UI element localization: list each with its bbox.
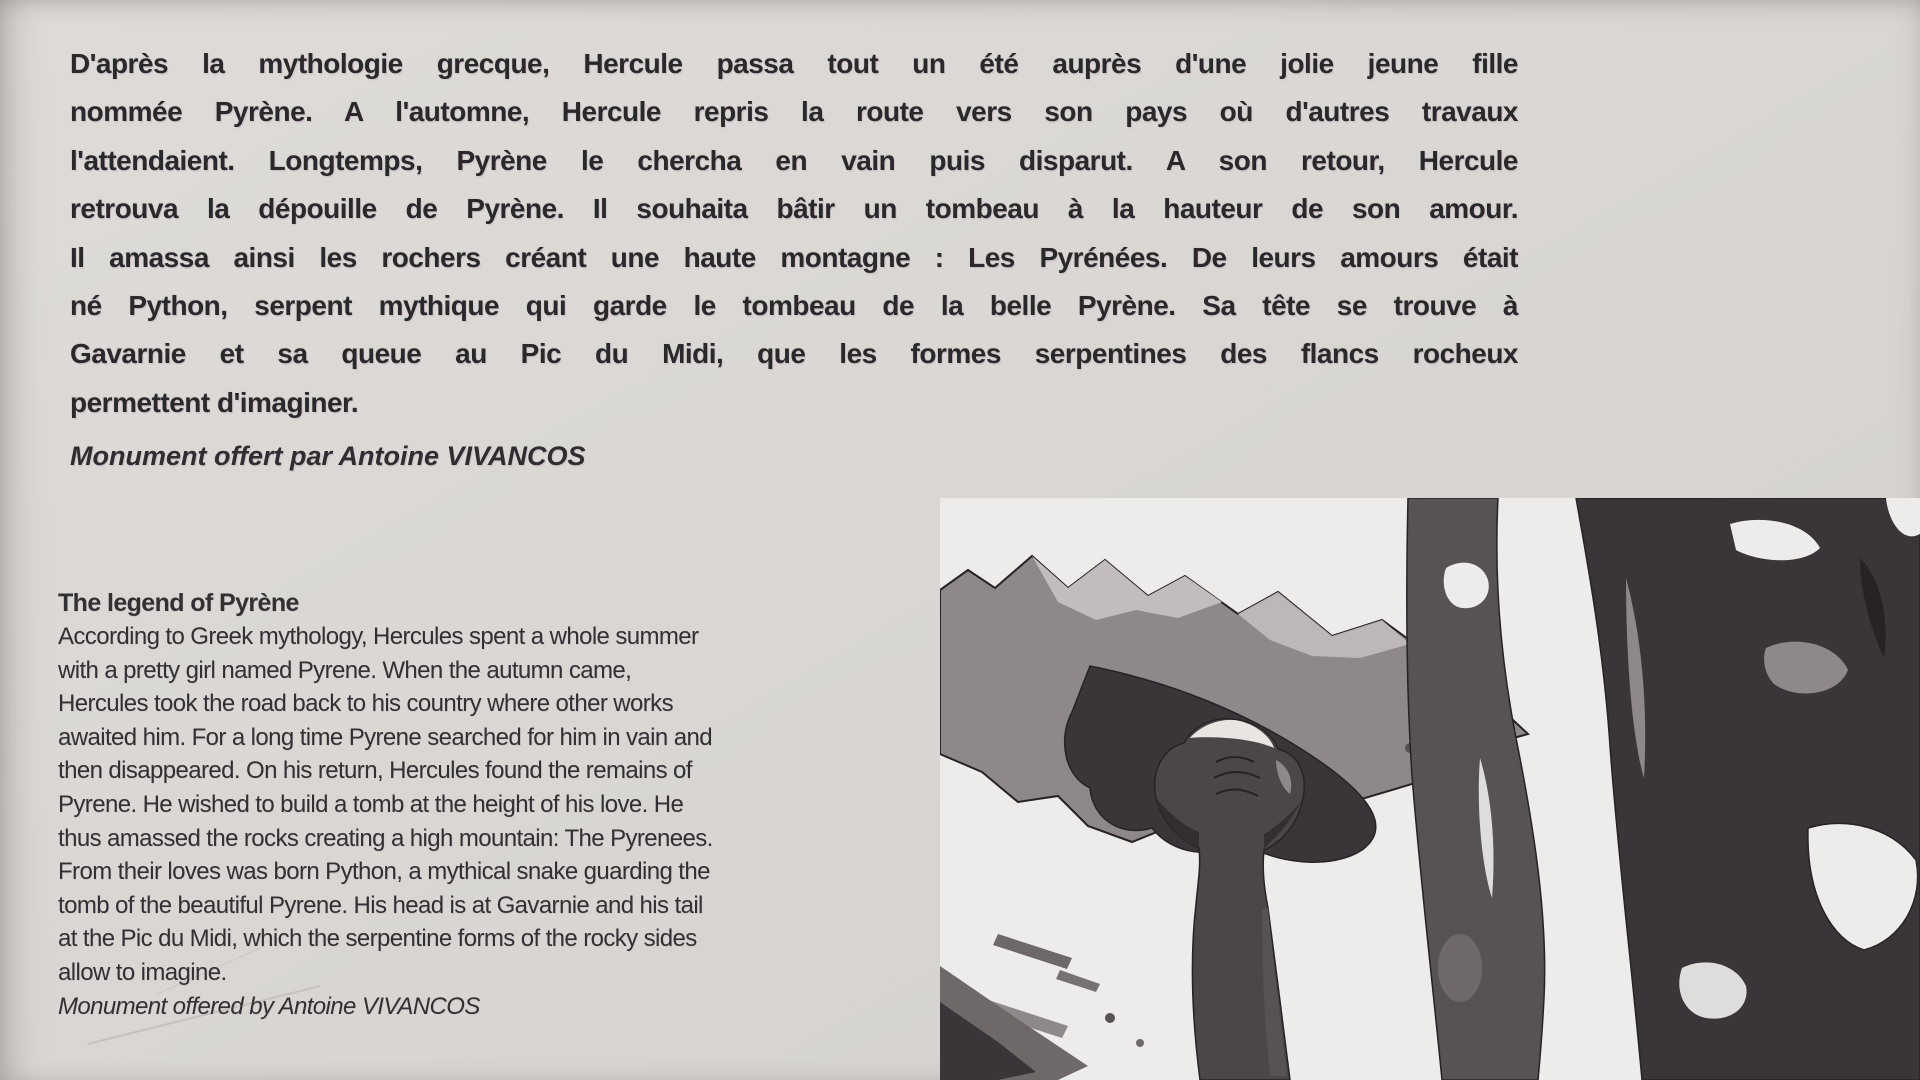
- english-text-line: Pyrene. He wished to build a tomb at the height of his love. He: [58, 790, 684, 818]
- french-text-line: nommée Pyrène. A l'automne, Hercule repris la route vers son pays où d'autres travaux: [70, 96, 1518, 128]
- pyrene-artwork-canvas: [940, 498, 1920, 1080]
- french-text-block: [70, 40, 1518, 427]
- english-text-line: Hercules took the road back to his country where other works: [58, 690, 673, 718]
- english-text-line: at the Pic du Midi, which the serpentine forms of the rocky sides: [58, 925, 697, 953]
- french-text-line: retrouva la dépouille de Pyrène. Il souhaita bâtir un tombeau à la hauteur de son amour.: [70, 193, 1518, 225]
- english-text-line: From their loves was born Python, a mythical snake guarding the: [58, 858, 710, 886]
- rock-light-patch: [1438, 934, 1482, 1002]
- french-text-line: né Python, serpent mythique qui garde le tombeau de la belle Pyrène. Sa tête se trouve à: [70, 290, 1518, 322]
- english-text-line: then disappeared. On his return, Hercules found the remains of: [58, 757, 692, 785]
- english-text-line: thus amassed the rocks creating a high mountain: The Pyrenees.: [58, 824, 713, 852]
- french-text-line: permettent d'imaginer.: [70, 386, 359, 418]
- french-credit-line: Monument offert par Antoine VIVANCOS: [70, 441, 586, 471]
- french-text-line: l'attendaient. Longtemps, Pyrène le chercha en vain puis disparut. A son retour, Hercule: [70, 144, 1518, 176]
- french-text-line: Il amassa ainsi les rochers créant une haute montagne : Les Pyrénées. De leurs amours était: [70, 241, 1518, 273]
- french-text-line: D'après la mythologie grecque, Hercule passa tout un été auprès d'une jolie jeune fille: [70, 48, 1518, 79]
- pyrene-artwork: [940, 498, 1920, 1080]
- french-text-line: Gavarnie et sa queue au Pic du Midi, que les formes serpentines des flancs rocheux: [70, 338, 1518, 370]
- english-title: The legend of Pyrène: [58, 589, 299, 617]
- english-text-line: According to Greek mythology, Hercules spent a whole summer: [58, 623, 699, 650]
- rock-speck: [1136, 1039, 1144, 1047]
- english-text-block: [58, 586, 758, 1023]
- english-text-line: allow to imagine.: [58, 958, 227, 986]
- rock-speck: [1105, 1013, 1115, 1023]
- english-text-line: tomb of the beautiful Pyrene. His head is at Gavarnie and his tail: [58, 891, 703, 919]
- english-text-lines: [58, 620, 758, 990]
- english-credit-line: Monument offered by Antoine VIVANCOS: [58, 992, 480, 1020]
- english-text-line: awaited him. For a long time Pyrene searched for him in vain and: [58, 723, 712, 751]
- english-text-line: with a pretty girl named Pyrene. When the autumn came,: [58, 656, 632, 684]
